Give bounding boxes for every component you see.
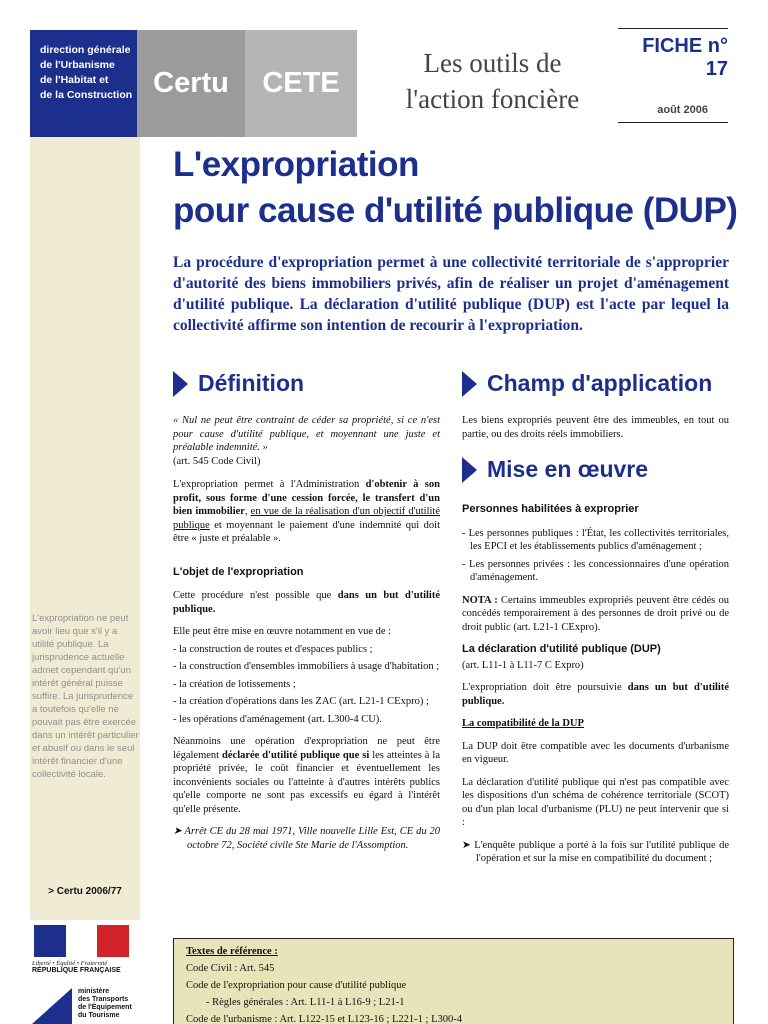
sidebar-quote: L'expropriation ne peut avoir lieu que s'il y a utilité publique. La jurisprudence actuelle admet cependant qu'un intérêt général puisse suffire. La jurisprudence a toutefois qu'elle ne pouvait pas être exercée dans un intérêt particulier et abusif ou dans le seul intérêt financier d'une collectivité locale. (32, 613, 139, 780)
ministry-mark-icon (32, 988, 72, 1024)
legality-paragraph (173, 735, 440, 816)
reference-texts-box (173, 938, 734, 1024)
cete-logo: CETE (245, 30, 357, 137)
objet-intro: Elle peut être mise en œuvre notamment en vue de : (173, 626, 392, 637)
fiche-number: FICHE n° 17 (618, 28, 728, 81)
reference-line: Code Civil : Art. 545 (186, 963, 275, 974)
definition-paragraph (173, 478, 440, 546)
section-mise-title: Mise en œuvre (487, 456, 649, 482)
page-title-line: L'expropriation (173, 145, 419, 184)
text-run-bold: déclarée d'utilité publique que si (222, 749, 370, 761)
reference-line: Code de l'urbanisme : Art. L122-15 et L123-16 ; L221-1 ; L300-4 (186, 1014, 463, 1024)
case-law-item: ➤ Arrêt CE du 28 mai 1971, Ville nouvelle Lille Est, CE du 20 octobre 72, Société civile Ste Marie de l'Assomption. (173, 826, 440, 851)
ministry-line: ministère (78, 988, 110, 995)
compat-paragraph: La DUP doit être compatible avec les documents d'urbanisme en vigueur. (462, 740, 729, 765)
section-champ-title: Champ d'application (487, 370, 713, 396)
series-title (375, 45, 610, 117)
dguhc-block (30, 30, 137, 137)
text-run: Néanmoins une opération d'expropriation ne peut être légalement (173, 736, 440, 761)
triangle-bullet-icon (462, 457, 477, 483)
ministry-line: de l'Équipement (78, 1004, 132, 1011)
rf-motto: Liberté • Égalité • Fraternité (32, 960, 108, 967)
series-title-line: l'action foncière (405, 84, 580, 114)
dup-subheading: La déclaration d'utilité publique (DUP) (462, 643, 661, 655)
sidebar-band (30, 137, 140, 920)
text-run: L'expropriation permet à l'Administration (173, 479, 366, 490)
objet-list (173, 643, 440, 727)
civil-code-quote-text: « Nul ne peut être contraint de céder sa propriété, si ce n'est pour cause d'utilité publique, et moyennant une juste et préalable indemnité. » (173, 415, 440, 453)
dup-reference: (art. L11-1 à L11-7 C Expro) (462, 659, 584, 671)
objet-subheading: L'objet de l'expropriation (173, 565, 304, 578)
text-run: Certains immeubles expropriés peuvent être cédés ou concédés temporairement à des personnes de droit privé ou de droit public (art. L21-1 CExpro). (462, 594, 729, 633)
text-run-bold: dans un but d'utilité publique. (173, 590, 440, 615)
objet-paragraph (173, 589, 440, 616)
compat-list (462, 839, 729, 866)
list-item: - Les personnes privées : les concessionnaires d'une opération d'aménagement. (462, 558, 729, 583)
section-definition-title: Définition (198, 370, 305, 396)
page-title (173, 142, 743, 234)
dguhc-line: de l'Urbanisme (40, 59, 115, 71)
text-run: Cette procédure n'est possible que (173, 590, 338, 601)
compat-subheading: La compatibilité de la DUP (462, 718, 584, 729)
mise-column (462, 503, 729, 875)
text-run-bold: dans un but d'utilité publique. (462, 682, 729, 707)
text-run-underlined: en vue de la réalisation d'un objectif d'utilité publique (173, 506, 440, 531)
nota-paragraph (462, 594, 729, 635)
ministry-name (78, 988, 132, 1024)
civil-code-source: (art. 545 Code Civil) (173, 455, 261, 467)
personnes-list (462, 527, 729, 585)
champ-column (462, 414, 729, 450)
nota-label: NOTA : (462, 594, 498, 606)
list-item: - la création de lotissements ; (173, 678, 296, 690)
text-run: et moyennant le paiement d'une indemnité qui doit être « juste et préalable ». (173, 519, 440, 544)
text-run: L'expropriation doit être poursuivie (462, 682, 628, 693)
personnes-subheading: Personnes habilitées à exproprier (462, 503, 639, 515)
marianne-flag-icon (34, 925, 129, 957)
reference-line: - Règles générales : Art. L11-1 à L16-9 ; L21-1 (206, 997, 405, 1008)
dguhc-line: de l'Habitat et (40, 74, 109, 86)
lead-paragraph: La procédure d'expropriation permet à une collectivité territoriale de s'approprier d'autorité des biens immobiliers privés, afin de réaliser un projet d'aménagement d'utilité publique. La déclaration d'utilité publique (DUP) est l'acte par lequel la collectivité affirme son intention de recourir à l'expropriation. (173, 254, 729, 334)
civil-code-quote (173, 414, 440, 468)
dguhc-line: de la Construction (40, 89, 133, 101)
case-law-list (173, 825, 440, 852)
text-run: les atteintes à la propriété privée, le coût financier et éventuellement les inconvénients sociales ou l'atteinte à d'autres intérêts publics qu'elle comporte ne sont pas excessifs eu égard à l'intérêt qu'elle présente. (173, 749, 440, 815)
section-definition (173, 370, 304, 397)
page-title-line: pour cause d'utilité publique (DUP) (173, 191, 738, 230)
dguhc-line: direction générale (40, 44, 131, 56)
list-item: - Les personnes publiques : l'État, les collectivités territoriales, les EPCI et les établissements publics d'aménagement ; (462, 527, 729, 552)
certu-logo: Certu (137, 30, 245, 137)
definition-column (173, 414, 440, 861)
compat-paragraph: La déclaration d'utilité publique qui n'est pas compatible avec les dispositions d'un schéma de cohérence territoriale (SCOT) ou d'un plan local d'urbanisme (PLU) ne peut intervenir que si : (462, 776, 729, 828)
republique-francaise-logo (32, 925, 132, 974)
list-item: - la création d'opérations dans les ZAC (art. L21-1 CExpro) ; (173, 696, 429, 707)
dup-paragraph (462, 681, 729, 708)
ministry-logo (32, 988, 138, 1024)
series-title-line: Les outils de (423, 48, 562, 78)
list-item: - la construction de routes et d'espaces publics ; (173, 643, 373, 655)
text-run: , (244, 506, 251, 517)
section-mise (462, 456, 648, 483)
triangle-bullet-icon (462, 371, 477, 397)
section-champ (462, 370, 712, 397)
list-item: - les opérations d'aménagement (art. L300-4 CU). (173, 713, 382, 725)
list-item: - la construction d'ensembles immobiliers à usage d'habitation ; (173, 661, 440, 672)
publication-reference: > Certu 2006/77 (48, 886, 122, 897)
list-item: ➤ L'enquête publique a porté à la fois sur l'utilité publique de l'opération et sur la mise en compatibilité du document ; (462, 839, 729, 864)
text-run-bold: d'obtenir à son profit, sous forme d'une cession forcée, le transfert d'un bien immobilier (173, 479, 440, 517)
reference-texts-heading: Textes de référence : (186, 946, 278, 957)
champ-paragraph: Les biens expropriés peuvent être des immeubles, en tout ou partie, ou des droits réels immobiliers. (462, 415, 729, 440)
ministry-line: des Transports (78, 996, 129, 1003)
rf-name: RÉPUBLIQUE FRANÇAISE (32, 967, 121, 974)
fiche-date: août 2006 (618, 104, 728, 123)
reference-line: Code de l'expropriation pour cause d'utilité publique (186, 980, 407, 991)
ministry-line: du Tourisme (78, 1012, 120, 1019)
triangle-bullet-icon (173, 371, 188, 397)
